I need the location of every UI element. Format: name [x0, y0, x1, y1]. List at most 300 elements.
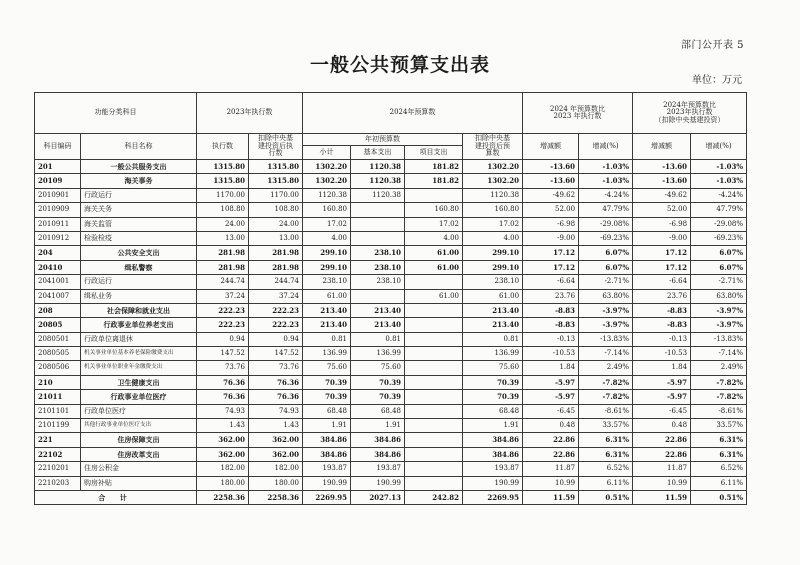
row-value: -7.82%	[579, 390, 633, 404]
row-name: 检验检疫	[81, 231, 197, 245]
row-value	[405, 419, 463, 433]
table-row	[35, 188, 747, 202]
row-value: 136.99	[351, 347, 405, 361]
row-value	[405, 303, 463, 317]
table-row	[35, 289, 747, 303]
row-value: 76.36	[197, 390, 249, 404]
row-value: -8.61%	[579, 404, 633, 418]
row-value: 0.94	[197, 332, 249, 346]
row-value: 299.10	[463, 246, 523, 260]
row-value: -10.53	[523, 347, 579, 361]
header-exec-excl: 扣除中央基 建投资后执 行数	[249, 134, 303, 160]
row-value: 222.23	[197, 303, 249, 317]
row-value: -6.64	[633, 275, 691, 289]
row-value: 61.00	[463, 289, 523, 303]
row-value: -29.08%	[691, 217, 747, 231]
row-value	[405, 188, 463, 202]
row-value: 147.52	[197, 347, 249, 361]
row-value: -49.62	[523, 188, 579, 202]
row-code: 2010901	[35, 188, 81, 202]
row-code: 204	[35, 246, 81, 260]
row-name: 行政单位医疗	[81, 404, 197, 418]
table-row	[35, 260, 747, 274]
row-value: -29.08%	[579, 217, 633, 231]
row-value: -5.97	[523, 375, 579, 389]
row-value: 61.00	[405, 260, 463, 274]
row-value: -69.23%	[691, 231, 747, 245]
row-value	[351, 217, 405, 231]
row-value	[405, 476, 463, 490]
row-name: 购房补贴	[81, 476, 197, 490]
page-title: 一般公共预算支出表	[309, 54, 490, 76]
row-value: 193.87	[351, 462, 405, 476]
row-name: 一般公共服务支出	[81, 160, 197, 174]
row-value: 6.11%	[691, 476, 747, 490]
row-value: 136.99	[463, 347, 523, 361]
row-value: 193.87	[303, 462, 351, 476]
table-row	[35, 404, 747, 418]
row-code: 2010911	[35, 217, 81, 231]
row-value: -0.13	[633, 332, 691, 346]
row-value	[405, 332, 463, 346]
row-value: 222.23	[197, 318, 249, 332]
total-value: 11.59	[523, 490, 579, 504]
row-value: 190.99	[463, 476, 523, 490]
table-row	[35, 160, 747, 174]
row-value: 362.00	[197, 447, 249, 461]
row-value: 17.12	[633, 246, 691, 260]
row-code: 2101199	[35, 419, 81, 433]
row-code: 2210203	[35, 476, 81, 490]
row-value: 17.12	[523, 260, 579, 274]
row-value	[405, 462, 463, 476]
row-value: 1315.80	[197, 160, 249, 174]
row-name: 行政单位离退休	[81, 332, 197, 346]
total-value: 2269.95	[303, 490, 351, 504]
row-value: 22.86	[523, 433, 579, 447]
row-value: 70.39	[463, 375, 523, 389]
row-value: -5.97	[633, 375, 691, 389]
row-value: 1170.00	[249, 188, 303, 202]
row-value: 47.79%	[691, 203, 747, 217]
row-value: -3.97%	[579, 318, 633, 332]
row-value: -3.97%	[691, 318, 747, 332]
row-value: 61.00	[405, 289, 463, 303]
row-value: 222.23	[249, 318, 303, 332]
row-value: -8.83	[523, 318, 579, 332]
row-name: 其他行政事业单位医疗支出	[81, 419, 197, 433]
row-code: 221	[35, 433, 81, 447]
header-budget-excl: 扣除中央基 建投资后预 算数	[463, 134, 523, 160]
row-value: 181.82	[405, 174, 463, 188]
row-value: 74.93	[249, 404, 303, 418]
row-value: 0.81	[303, 332, 351, 346]
row-value: 17.02	[303, 217, 351, 231]
row-code: 2210201	[35, 462, 81, 476]
row-value: 37.24	[249, 289, 303, 303]
row-name: 缉私警察	[81, 260, 197, 274]
row-value: 180.00	[249, 476, 303, 490]
row-name: 卫生健康支出	[81, 375, 197, 389]
row-value: 6.07%	[691, 246, 747, 260]
row-value: 1.43	[249, 419, 303, 433]
row-value: 17.12	[523, 246, 579, 260]
row-value: -49.62	[633, 188, 691, 202]
row-value: 6.07%	[579, 246, 633, 260]
row-value: -7.82%	[579, 375, 633, 389]
row-value: -13.60	[523, 160, 579, 174]
row-value: -9.00	[523, 231, 579, 245]
row-value: 11.87	[633, 462, 691, 476]
total-value: 2269.95	[463, 490, 523, 504]
row-value: -1.03%	[579, 160, 633, 174]
row-value: 160.80	[405, 203, 463, 217]
row-value: -6.45	[523, 404, 579, 418]
row-value: 68.48	[351, 404, 405, 418]
row-name: 行政事业单位医疗	[81, 390, 197, 404]
row-value: 75.60	[303, 361, 351, 375]
row-code: 21011	[35, 390, 81, 404]
row-value: -9.00	[633, 231, 691, 245]
row-value: 61.00	[303, 289, 351, 303]
row-value: 299.10	[303, 260, 351, 274]
row-value: -13.60	[633, 174, 691, 188]
row-value: 1170.00	[197, 188, 249, 202]
total-row	[35, 490, 747, 504]
row-value: -5.97	[523, 390, 579, 404]
header-change-amt-excl: 增减额	[633, 134, 691, 160]
row-value: -7.82%	[691, 390, 747, 404]
header-exec-2023: 2023年执行数	[197, 93, 303, 134]
row-value: 6.52%	[579, 462, 633, 476]
table-row	[35, 476, 747, 490]
row-value: -2.71%	[579, 275, 633, 289]
total-value: 2258.36	[249, 490, 303, 504]
row-value: -1.03%	[691, 174, 747, 188]
header-func-class: 功能分类科目	[35, 93, 197, 134]
row-value: 384.86	[351, 433, 405, 447]
row-value: 70.39	[351, 375, 405, 389]
row-value: 238.10	[303, 275, 351, 289]
budget-table	[34, 92, 747, 505]
row-name: 行政运行	[81, 275, 197, 289]
row-value: 75.60	[351, 361, 405, 375]
row-value: 299.10	[463, 260, 523, 274]
row-code: 22102	[35, 447, 81, 461]
row-value: 68.48	[303, 404, 351, 418]
page-tag: 部门公开表 5	[680, 40, 744, 51]
row-value: -7.82%	[691, 375, 747, 389]
header-compare: 2024 年预算数比 2023 年执行数	[523, 93, 633, 134]
row-value: -8.61%	[691, 404, 747, 418]
row-value: 190.99	[351, 476, 405, 490]
row-code: 2080506	[35, 361, 81, 375]
row-value: 6.31%	[691, 447, 747, 461]
row-value: 68.48	[463, 404, 523, 418]
row-value: 10.99	[523, 476, 579, 490]
row-value: 6.31%	[691, 433, 747, 447]
row-value: 6.31%	[579, 433, 633, 447]
row-value: -13.60	[633, 160, 691, 174]
header-code: 科目编码	[35, 134, 81, 160]
row-value: 362.00	[197, 433, 249, 447]
row-name: 住房保障支出	[81, 433, 197, 447]
row-value: 362.00	[249, 447, 303, 461]
row-value: 33.57%	[691, 419, 747, 433]
row-value: 74.93	[197, 404, 249, 418]
row-value: 4.00	[405, 231, 463, 245]
row-value: 1315.80	[197, 174, 249, 188]
row-value: -6.98	[523, 217, 579, 231]
row-value: 147.52	[249, 347, 303, 361]
row-value: 281.98	[197, 246, 249, 260]
total-value: 0.51%	[691, 490, 747, 504]
table-row	[35, 275, 747, 289]
row-value: 384.86	[463, 433, 523, 447]
row-value: -1.03%	[691, 160, 747, 174]
row-value: -1.03%	[579, 174, 633, 188]
row-value: 213.40	[303, 318, 351, 332]
row-code: 2041001	[35, 275, 81, 289]
table-row	[35, 462, 747, 476]
row-code: 2010909	[35, 203, 81, 217]
header-compare-excl: 2024年预算数比 2023年执行数 （扣除中央基建投资）	[633, 93, 747, 134]
row-value: 244.74	[249, 275, 303, 289]
row-code: 20109	[35, 174, 81, 188]
row-value: 238.10	[463, 275, 523, 289]
table-row	[35, 419, 747, 433]
row-value: 1302.20	[463, 160, 523, 174]
row-value: 4.00	[303, 231, 351, 245]
row-value: -6.98	[633, 217, 691, 231]
row-value: -3.97%	[691, 303, 747, 317]
row-value: 213.40	[351, 318, 405, 332]
row-code: 2041007	[35, 289, 81, 303]
row-value: 281.98	[249, 246, 303, 260]
row-value: 0.48	[523, 419, 579, 433]
header-change-pct: 增减(%)	[579, 134, 633, 160]
row-value: 281.98	[249, 260, 303, 274]
row-value: 1302.20	[303, 160, 351, 174]
row-value: 180.00	[197, 476, 249, 490]
row-value	[405, 404, 463, 418]
row-code: 20410	[35, 260, 81, 274]
row-value: 23.76	[633, 289, 691, 303]
row-value	[405, 318, 463, 332]
row-value: 63.80%	[691, 289, 747, 303]
row-value: -69.23%	[579, 231, 633, 245]
row-name: 住房公积金	[81, 462, 197, 476]
row-value: 244.74	[197, 275, 249, 289]
row-value: -8.83	[523, 303, 579, 317]
row-value: -5.97	[633, 390, 691, 404]
row-value: 33.57%	[579, 419, 633, 433]
row-value: 73.76	[249, 361, 303, 375]
row-value: 22.86	[633, 433, 691, 447]
row-value: 1315.80	[249, 160, 303, 174]
row-value: 190.99	[303, 476, 351, 490]
row-value: 0.81	[351, 332, 405, 346]
total-label: 合 计	[35, 490, 197, 504]
header-basic: 基本支出	[351, 146, 405, 160]
row-value: 1120.38	[351, 188, 405, 202]
row-value: 6.52%	[691, 462, 747, 476]
header-name: 科目名称	[81, 134, 197, 160]
row-value	[405, 447, 463, 461]
row-name: 公共安全支出	[81, 246, 197, 260]
total-value: 242.82	[405, 490, 463, 504]
row-value: 1.43	[197, 419, 249, 433]
row-value: 76.36	[249, 390, 303, 404]
row-value: 6.31%	[579, 447, 633, 461]
table-row	[35, 447, 747, 461]
row-name: 海关监管	[81, 217, 197, 231]
table-row	[35, 390, 747, 404]
row-value: 1120.38	[463, 188, 523, 202]
row-value: 108.80	[249, 203, 303, 217]
row-value: -7.14%	[691, 347, 747, 361]
row-value: 238.10	[351, 260, 405, 274]
row-value: 63.80%	[579, 289, 633, 303]
row-value: 2.49%	[579, 361, 633, 375]
row-value: 181.82	[405, 160, 463, 174]
row-value: 22.86	[523, 447, 579, 461]
row-value: 10.99	[633, 476, 691, 490]
row-value: 70.39	[303, 375, 351, 389]
row-value: 182.00	[197, 462, 249, 476]
row-value: -13.83%	[691, 332, 747, 346]
row-value: 1120.38	[351, 174, 405, 188]
header-project: 项目支出	[405, 146, 463, 160]
row-value: 11.87	[523, 462, 579, 476]
row-value: 76.36	[197, 375, 249, 389]
row-value	[405, 275, 463, 289]
row-value: 23.76	[523, 289, 579, 303]
row-value: 6.07%	[579, 260, 633, 274]
row-value: 182.00	[249, 462, 303, 476]
row-value: 281.98	[197, 260, 249, 274]
row-value	[405, 375, 463, 389]
row-value: 362.00	[249, 433, 303, 447]
row-value	[351, 231, 405, 245]
row-value: 24.00	[197, 217, 249, 231]
table-row	[35, 361, 747, 375]
row-value	[351, 289, 405, 303]
table-row	[35, 203, 747, 217]
row-value: 61.00	[405, 246, 463, 260]
row-value: 213.40	[463, 303, 523, 317]
row-name: 机关事业单位基本养老保险缴费支出	[81, 347, 197, 361]
row-value: 213.40	[303, 303, 351, 317]
row-value: 75.60	[463, 361, 523, 375]
row-code: 208	[35, 303, 81, 317]
row-value: 1.84	[523, 361, 579, 375]
row-value: 0.94	[249, 332, 303, 346]
row-value: 37.24	[197, 289, 249, 303]
row-value: 160.80	[303, 203, 351, 217]
row-name: 海关事务	[81, 174, 197, 188]
row-value: 1.91	[351, 419, 405, 433]
row-code: 201	[35, 160, 81, 174]
row-value: 108.80	[197, 203, 249, 217]
header-exec-num: 执行数	[197, 134, 249, 160]
header-year-start: 年初预算数	[303, 134, 463, 146]
row-name: 住房改革支出	[81, 447, 197, 461]
total-value: 0.51%	[579, 490, 633, 504]
row-value: 24.00	[249, 217, 303, 231]
row-value: 70.39	[303, 390, 351, 404]
row-value: 238.10	[351, 246, 405, 260]
header-budget-2024: 2024年预算数	[303, 93, 523, 134]
row-value	[405, 390, 463, 404]
unit-label: 单位：万元	[692, 75, 742, 86]
row-value: 22.86	[633, 447, 691, 461]
row-value: 1302.20	[303, 174, 351, 188]
row-value: -0.13	[523, 332, 579, 346]
header-subtotal: 小计	[303, 146, 351, 160]
row-value: 222.23	[249, 303, 303, 317]
row-value: -7.14%	[579, 347, 633, 361]
row-value: 0.81	[463, 332, 523, 346]
row-value: -10.53	[633, 347, 691, 361]
row-value: 13.00	[197, 231, 249, 245]
row-value	[405, 347, 463, 361]
row-value: 2.49%	[691, 361, 747, 375]
row-value: 213.40	[351, 303, 405, 317]
row-value: 17.02	[405, 217, 463, 231]
row-name: 缉私业务	[81, 289, 197, 303]
row-code: 2010912	[35, 231, 81, 245]
row-value: 384.86	[303, 447, 351, 461]
row-value: 384.86	[351, 447, 405, 461]
row-value: 52.00	[633, 203, 691, 217]
row-value: 4.00	[463, 231, 523, 245]
row-value: 1.91	[463, 419, 523, 433]
row-value: 6.07%	[691, 260, 747, 274]
row-name: 行政事业单位养老支出	[81, 318, 197, 332]
row-value: -6.45	[633, 404, 691, 418]
row-value: 73.76	[197, 361, 249, 375]
table-row	[35, 375, 747, 389]
row-code: 20805	[35, 318, 81, 332]
row-value	[405, 433, 463, 447]
row-value: 193.87	[463, 462, 523, 476]
row-value: 17.12	[633, 260, 691, 274]
table-row	[35, 303, 747, 317]
total-value: 2258.36	[197, 490, 249, 504]
table-row	[35, 231, 747, 245]
row-value: 70.39	[351, 390, 405, 404]
row-code: 2101101	[35, 404, 81, 418]
row-value: -2.71%	[691, 275, 747, 289]
row-value: 238.10	[351, 275, 405, 289]
row-value: 213.40	[463, 318, 523, 332]
table-row	[35, 318, 747, 332]
row-name: 行政运行	[81, 188, 197, 202]
row-value: 1120.38	[351, 160, 405, 174]
row-value: -8.83	[633, 318, 691, 332]
row-value: 136.99	[303, 347, 351, 361]
row-value: -4.24%	[691, 188, 747, 202]
row-value: 76.36	[249, 375, 303, 389]
row-name: 机关事业单位职业年金缴费支出	[81, 361, 197, 375]
row-value: -8.83	[633, 303, 691, 317]
row-value: 13.00	[249, 231, 303, 245]
row-code: 2080501	[35, 332, 81, 346]
table-row	[35, 217, 747, 231]
row-value: 1.84	[633, 361, 691, 375]
row-name: 海关关务	[81, 203, 197, 217]
